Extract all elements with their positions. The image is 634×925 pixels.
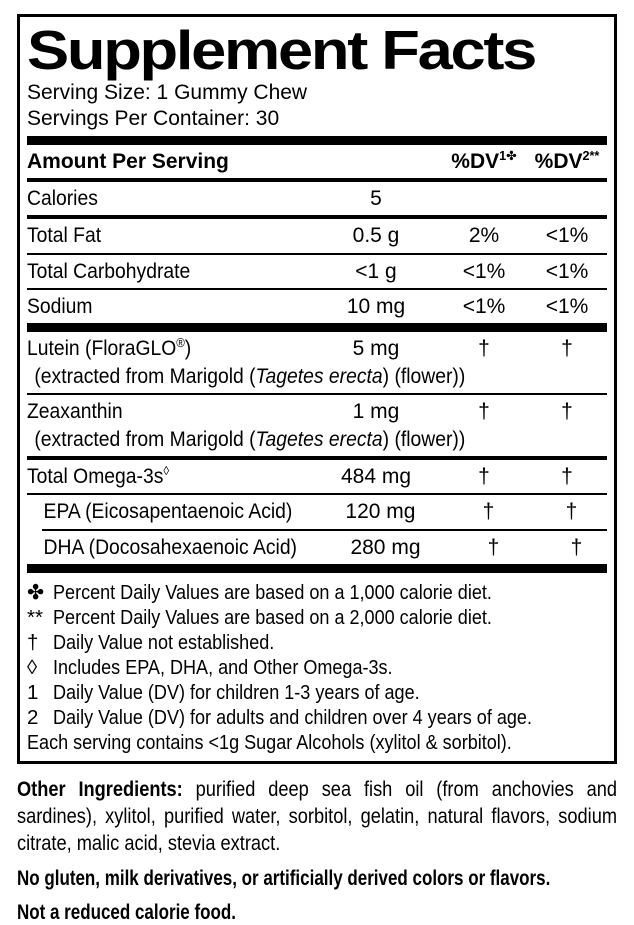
dv2-header-base: %DV <box>534 150 583 174</box>
footnote-symbol: 2 <box>27 705 39 729</box>
dv1-header <box>441 150 527 174</box>
text-part: ) <box>184 336 192 360</box>
footnote-text: Daily Value not established. <box>53 630 275 654</box>
footnote-text: Each serving contains <1g Sugar Alcohols (xylitol & sorbitol). <box>27 730 512 754</box>
supplement-facts-panel <box>17 14 617 764</box>
footnote <box>27 655 607 680</box>
other-ingredients <box>17 776 617 857</box>
dv2-header <box>527 150 607 174</box>
panel-title: Supplement Facts <box>27 19 535 81</box>
dv1-value: † <box>478 336 490 360</box>
nutrient-amount: 10 mg <box>346 294 406 318</box>
nutrient-rows <box>27 182 607 572</box>
dv2-value: † <box>561 465 573 489</box>
nutrient-amount: 120 mg <box>345 500 416 524</box>
divider <box>27 323 607 332</box>
footnote <box>27 630 607 655</box>
text-part: Lutein (FloraGLO <box>27 336 177 360</box>
nutrient-name <box>27 224 288 248</box>
footnote <box>27 605 607 630</box>
nutrient-name <box>27 337 288 361</box>
other-ingredients-label: Other Ingredients: <box>17 776 183 801</box>
dv2-value: † <box>561 336 573 360</box>
footnote <box>27 680 607 705</box>
dv1-value: <1% <box>462 259 506 283</box>
nutrient-amount: 5 mg <box>352 336 400 360</box>
calorie-statement: Not a reduced calorie food. <box>17 899 236 924</box>
text-part: Total Fat <box>27 224 102 248</box>
table-row <box>27 290 607 323</box>
footnote-symbol: † <box>27 630 39 654</box>
nutrient-name <box>27 260 288 284</box>
text-part: Sodium <box>27 294 93 318</box>
text-part: ) (flower)) <box>382 364 466 388</box>
nutrient-amount: 0.5 g <box>352 224 400 248</box>
footnote-text: Includes EPA, DHA, and Other Omega-3s. <box>53 655 393 679</box>
dv1-value: † <box>478 465 490 489</box>
table-row <box>27 460 607 493</box>
dv2-value: † <box>570 535 583 559</box>
below-panel-text <box>17 776 617 925</box>
superscript: ® <box>176 335 185 350</box>
footnote <box>27 730 607 755</box>
dv1-value: 2% <box>468 224 500 248</box>
nutrient-name <box>27 400 288 424</box>
dv1-value: † <box>487 535 500 559</box>
text-part: DHA (Docosahexaenoic Acid) <box>43 535 298 559</box>
dv2-value: † <box>561 400 573 424</box>
table-row <box>27 255 607 288</box>
text-part: ) (flower)) <box>382 428 466 452</box>
dv1-value: † <box>482 500 495 524</box>
dv1-value: † <box>478 400 490 424</box>
table-row <box>27 395 607 428</box>
table-row <box>27 495 607 528</box>
text-part: Calories <box>27 187 98 211</box>
dv2-header-superscript: 2** <box>582 149 600 164</box>
text-part: Total Carbohydrate <box>27 259 191 283</box>
nutrient-name <box>27 536 297 560</box>
nutrient-name <box>27 500 292 524</box>
dv1-value: <1% <box>462 294 506 318</box>
table-row <box>27 182 607 215</box>
divider <box>27 564 607 573</box>
facts-header-row <box>27 145 607 178</box>
footnote <box>27 705 607 730</box>
footnote-text: Percent Daily Values are based on a 2,000 calorie diet. <box>53 605 492 629</box>
footnote-text: Daily Value (DV) for children 1-3 years of age. <box>53 680 420 704</box>
dv2-value: <1% <box>545 259 589 283</box>
allergen-statement: No gluten, milk derivatives, or artificially derived colors or flavors. <box>17 865 551 890</box>
footnote-text: Percent Daily Values are based on a 1,000 calorie diet. <box>53 580 492 604</box>
nutrient-amount: <1 g <box>355 259 397 283</box>
footnote-text: Daily Value (DV) for adults and children over 4 years of age. <box>53 705 532 729</box>
text-part: (extracted from Marigold ( <box>34 364 256 388</box>
nutrient-name <box>27 187 288 211</box>
dv2-value: † <box>565 500 578 524</box>
footnote-symbol: ✤ <box>27 580 45 604</box>
nutrient-name <box>27 465 288 489</box>
footnotes <box>27 573 607 761</box>
amount-per-serving-label: Amount Per Serving <box>27 150 229 174</box>
nutrient-subtext <box>27 365 561 393</box>
nutrient-amount: 5 <box>370 187 382 211</box>
other-ingredients-text: purified deep sea fish oil (from anchovies and sardines), xylitol, purified water, sorbitol, gelatin, natural flavors, sodium citrate, malic acid, stevia extract. <box>17 776 618 855</box>
dv2-value: <1% <box>545 294 589 318</box>
text-part: (extracted from Marigold ( <box>34 428 256 452</box>
dv1-header-base: %DV <box>451 150 500 174</box>
nutrient-name <box>27 295 288 319</box>
thick-separator <box>27 136 607 145</box>
superscript: ◊ <box>163 464 170 479</box>
nutrient-amount: 280 mg <box>350 535 421 559</box>
table-row <box>27 531 607 564</box>
nutrient-amount: 1 mg <box>352 400 400 424</box>
dv1-header-superscript: 1✤ <box>499 149 517 164</box>
footnote-symbol: 1 <box>27 680 39 704</box>
footnote <box>27 580 607 605</box>
footnote-symbol: ◊ <box>27 655 38 679</box>
italic-text-part: Tagetes erecta <box>255 364 383 388</box>
nutrient-subtext <box>27 428 561 456</box>
table-row <box>27 219 607 252</box>
serving-size-line: Serving Size: 1 Gummy Chew <box>27 81 308 105</box>
italic-text-part: Tagetes erecta <box>255 428 383 452</box>
dv2-value: <1% <box>545 224 589 248</box>
nutrient-amount: 484 mg <box>340 465 412 489</box>
text-part: Total Omega-3s <box>27 465 164 489</box>
servings-per-container-line: Servings Per Container: 30 <box>27 107 280 131</box>
text-part: Zeaxanthin <box>27 400 123 424</box>
footnote-symbol: ** <box>27 605 43 629</box>
table-row <box>27 332 607 365</box>
text-part: EPA (Eicosapentaenoic Acid) <box>43 500 293 524</box>
